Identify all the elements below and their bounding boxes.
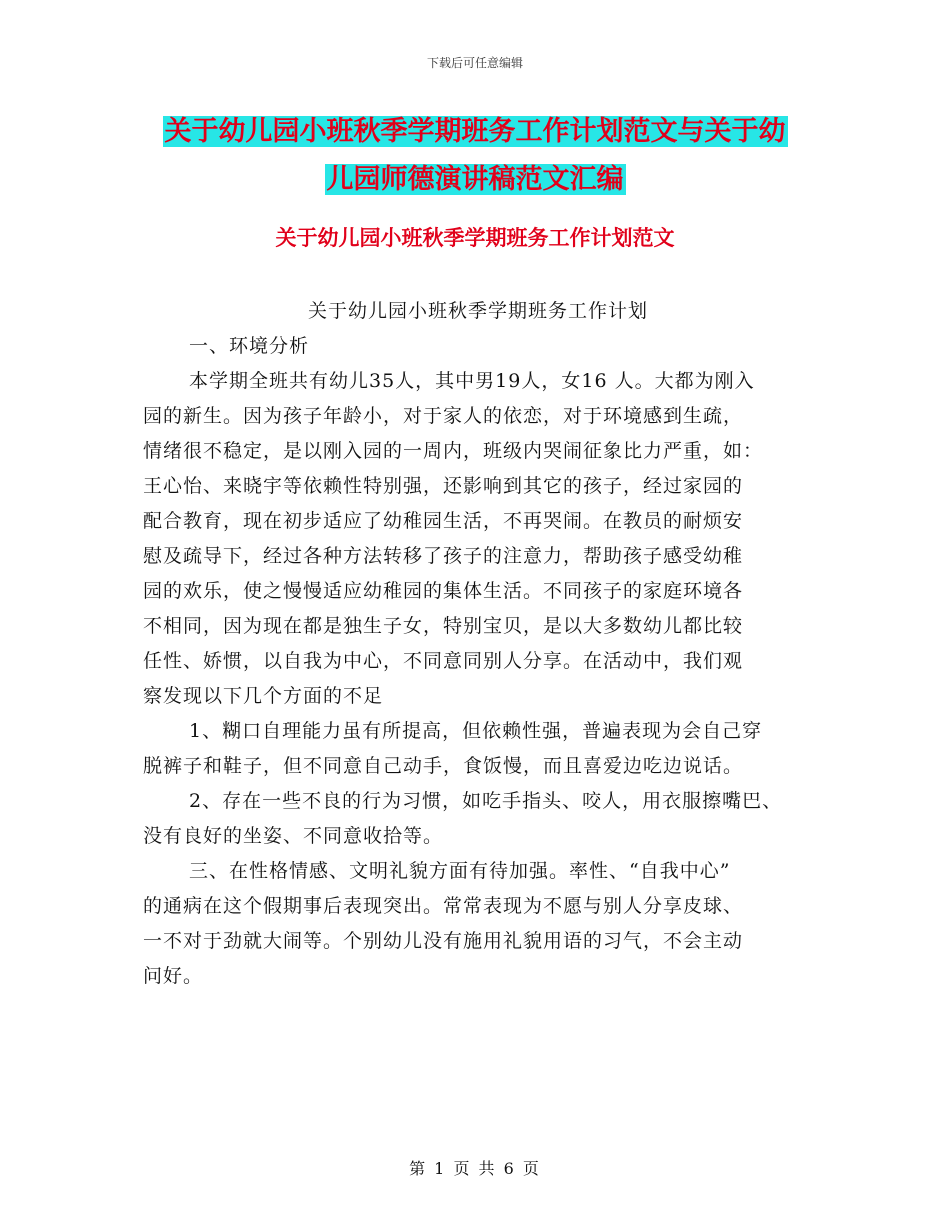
title-line-1-text: 关于幼儿园小班秋季学期班务工作计划范文与关于幼 (164, 116, 786, 147)
paragraph-line: 察发现以下几个方面的不足 (143, 685, 384, 707)
section-title: 关于幼儿园小班秋季学期班务工作计划范文 (275, 226, 675, 250)
paragraph-line: 王心怡、来晓宇等依赖性特别强，还影响到其它的孩子，经过家园的 (143, 475, 744, 497)
title-line-2-text: 儿园师德演讲稿范文汇编 (326, 164, 624, 195)
paragraph-line: 脱裤子和鞋子，但不同意自己动手，食饭慢，而且喜爱边吃边说话。 (143, 755, 744, 777)
paragraph-line: 问好。 (143, 965, 204, 987)
paragraph-3 (143, 784, 823, 854)
paragraph-line: 配合教育，现在初步适应了幼稚园生活，不再哭闹。在教员的耐烦安 (143, 510, 744, 532)
paragraph-line: 1、糊口自理能力虽有所提高，但依赖性强，普遍表现为会自己穿 (189, 720, 763, 742)
paragraph-line: 三、在性格情感、文明礼貌方面有待加强。率性、“自我中心” (189, 860, 731, 882)
document-body (143, 294, 823, 994)
paragraph-2 (143, 714, 823, 784)
paragraph-line: 一不对于劲就大闹等。个别幼儿没有施用礼貌用语的习气，不会主动 (143, 930, 744, 952)
title-line-2 (0, 160, 950, 200)
paragraph-4 (143, 854, 823, 994)
paragraph-line: 的通病在这个假期事后表现突出。常常表现为不愿与别人分享皮球、 (143, 895, 744, 917)
paragraph-1 (143, 364, 823, 714)
paragraph-line: 园的新生。因为孩子年龄小，对于家人的依恋，对于环境感到生疏， (143, 405, 744, 427)
paragraph-line: 不相同，因为现在都是独生子女，特别宝贝，是以大多数幼儿都比较 (143, 615, 744, 637)
paragraph-line: 情绪很不稳定，是以刚入园的一周内，班级内哭闹征象比力严重，如： (143, 440, 764, 462)
paragraph-line: 园的欢乐，使之慢慢适应幼稚园的集体生活。不同孩子的家庭环境各 (143, 580, 744, 602)
paragraph-line: 2、存在一些不良的行为习惯，如吃手指头、咬人，用衣服擦嘴巴、 (189, 790, 783, 812)
paragraph-line: 任性、娇惯，以自我为中心，不同意同别人分享。在活动中，我们观 (143, 650, 744, 672)
header-note: 下载后可任意编辑 (426, 56, 523, 70)
paragraph-line: 慰及疏导下，经过各种方法转移了孩子的注意力，帮助孩子感受幼稚 (143, 545, 744, 567)
heading-environment-analysis: 一、环境分析 (189, 335, 310, 357)
paragraph-line: 没有良好的坐姿、不同意收拾等。 (143, 825, 444, 847)
paragraph-line: 本学期全班共有幼儿35人，其中男19人，女16 人。大都为刚入 (189, 370, 755, 392)
document-title (0, 112, 950, 208)
title-line-1 (0, 112, 950, 152)
page-number-footer: 第 1 页 共 6 页 (409, 1159, 541, 1178)
plan-subtitle: 关于幼儿园小班秋季学期班务工作计划 (307, 300, 648, 322)
